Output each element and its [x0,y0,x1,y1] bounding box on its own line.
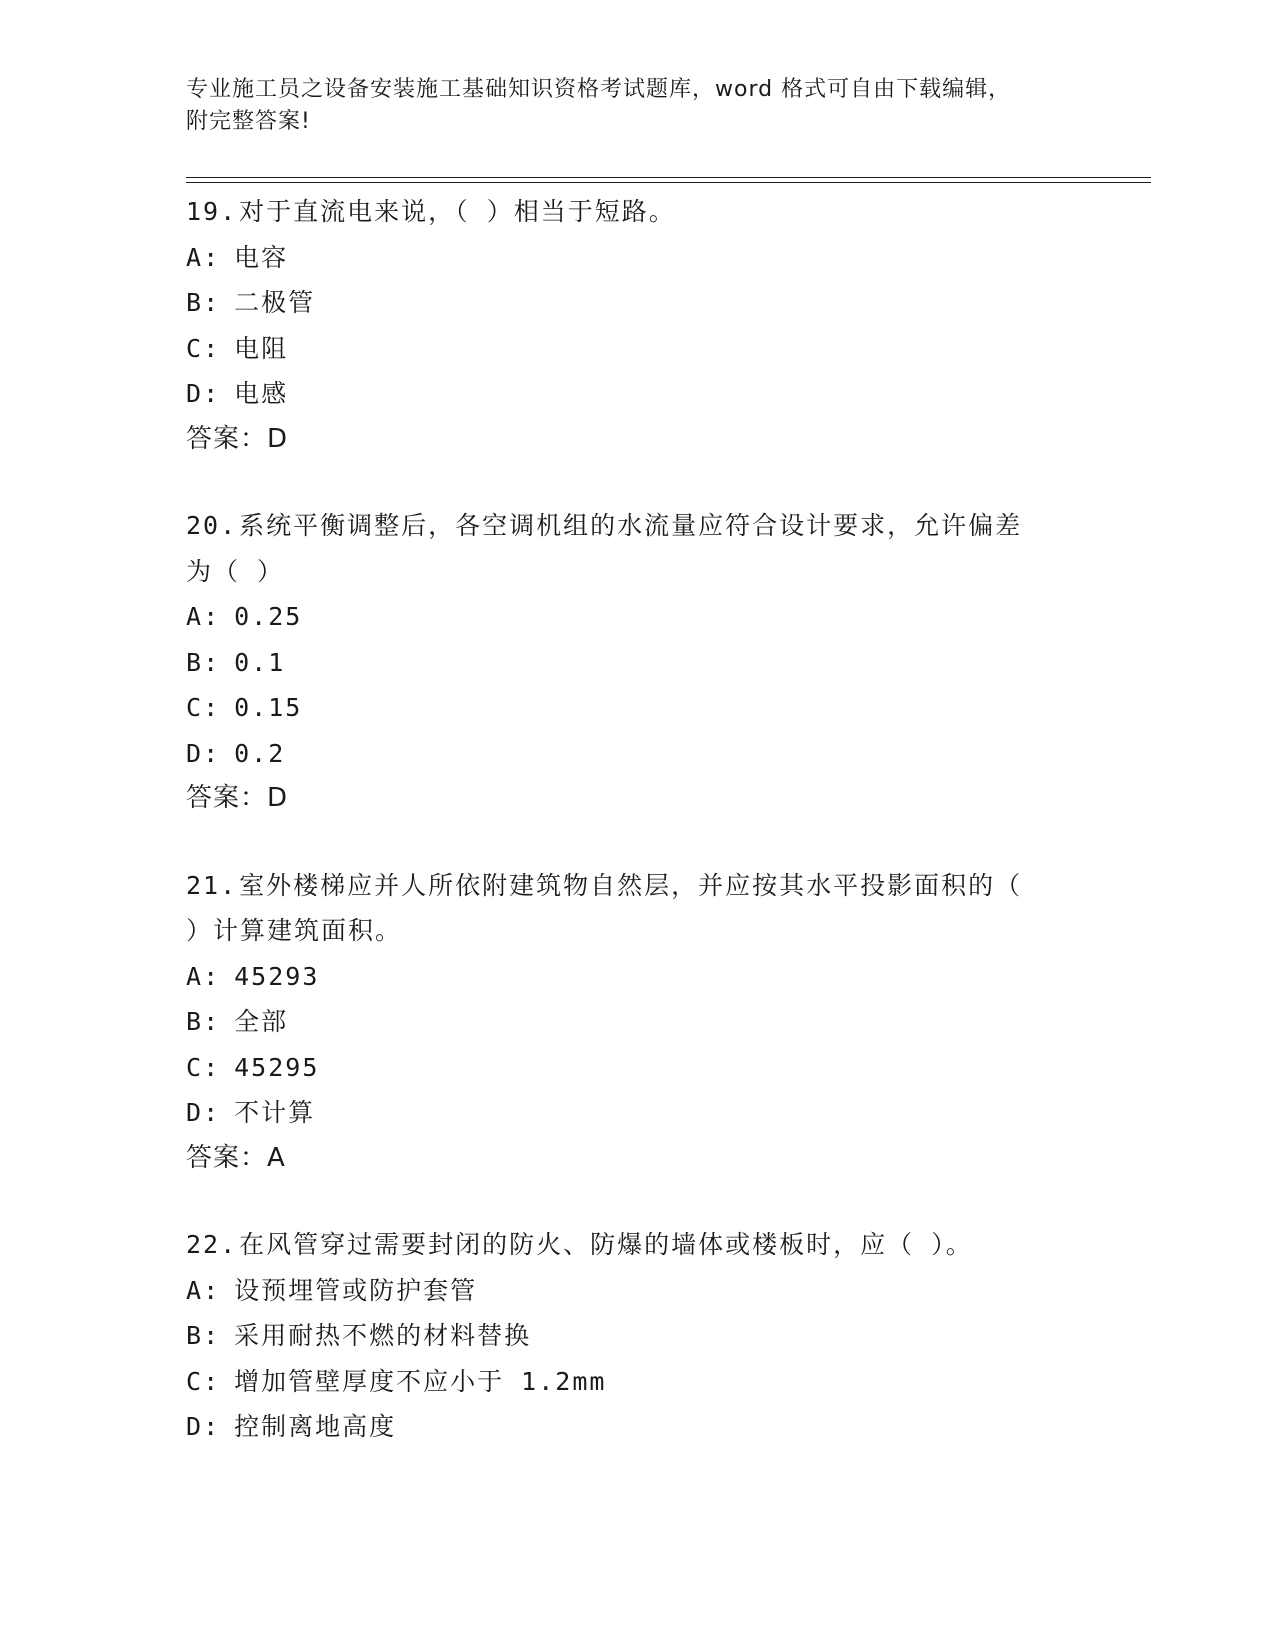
answer-key: 答案：D [186,783,289,813]
answer-key: 答案：A [186,1142,286,1173]
answer-option [186,1359,1086,1405]
answer-option [186,280,1086,326]
option-separator: : [203,1412,221,1441]
option-separator: : [203,1275,221,1305]
option-text: 采用耐热不燃的材料替换 [234,1321,532,1350]
question-item [186,503,1086,822]
option-text: 45295 [234,1052,320,1082]
option-text: 二极管 [234,288,316,317]
question-number: 19. [186,197,238,226]
header-divider-bottom [186,182,1151,183]
option-text: 电阻 [234,333,289,363]
option-separator: : [203,647,221,677]
option-letter: C [186,333,204,363]
option-letter: A [186,961,204,991]
answer-option [186,326,1086,372]
option-separator: : [203,961,221,991]
question-stem-text: 对于直流电来说，（ ）相当于短路。 [239,197,676,226]
option-separator: : [203,738,221,768]
option-letter: B [186,1007,204,1036]
question-stem-line [186,908,1086,954]
question-stem-text: 室外楼梯应并人所依附建筑物自然层，并应按其水平投影面积的（ [239,870,1023,900]
option-letter: C [186,1052,204,1082]
question-stem-text: 在风管穿过需要封闭的防火、防爆的墙体或楼板时，应（ ）。 [239,1230,973,1259]
option-text: 0.15 [234,693,303,722]
option-letter: B [186,647,204,677]
option-text: 0.1 [234,647,286,677]
question-stem-line [186,189,1086,235]
answer-option [186,235,1086,281]
header-line-1: 专业施工员之设备安装施工基础知识资格考试题库，word 格式可自由下载编辑， [186,77,1012,102]
header-divider-top [186,177,1151,178]
answer-key: 答案：D [186,423,289,454]
question-list [186,189,1086,1491]
option-text: 45293 [234,961,320,991]
option-letter: B [186,288,204,317]
question-item [186,189,1086,462]
answer-option [186,954,1086,1000]
answer-option [186,1090,1086,1136]
document-header [186,74,1086,138]
question-stem-line [186,863,1086,909]
question-stem-text: 为（ ） [186,556,285,586]
option-text: 0.25 [234,602,303,631]
option-separator: : [203,1007,221,1036]
option-separator: : [203,1098,221,1127]
option-letter: D [186,1098,204,1127]
answer-option [186,1268,1086,1314]
option-letter: A [186,602,204,631]
option-text: 不计算 [234,1098,316,1127]
option-separator: : [203,242,221,272]
option-letter: B [186,1321,204,1350]
answer-option [186,371,1086,417]
option-separator: : [203,288,221,317]
option-text: 增加管壁厚度不应小于 1.2mm [234,1366,607,1396]
option-letter: D [186,1412,204,1441]
option-separator: : [203,333,221,363]
question-stem-text: ）计算建筑面积。 [186,916,403,945]
option-text: 控制离地高度 [234,1412,397,1441]
question-stem-text: 系统平衡调整后，各空调机组的水流量应符合设计要求，允许偏差 [239,511,1023,540]
option-letter: D [186,379,204,408]
option-separator: : [203,693,221,722]
option-separator: : [203,379,221,408]
question-item [186,863,1086,1182]
answer-option [186,1313,1086,1359]
question-item [186,1222,1086,1450]
option-letter: C [186,693,204,722]
option-separator: : [203,602,221,631]
answer-option [186,999,1086,1045]
question-stem-line [186,549,1086,595]
question-stem-line [186,503,1086,549]
option-letter: C [186,1366,204,1396]
option-text: 电容 [234,242,289,272]
option-text: 电感 [234,379,289,408]
header-line-2: 附完整答案! [186,109,311,134]
question-number: 22. [186,1230,238,1259]
option-separator: : [203,1321,221,1350]
option-separator: : [203,1366,221,1396]
option-letter: D [186,738,204,768]
answer-option [186,594,1086,640]
option-letter: A [186,1275,204,1305]
option-letter: A [186,242,204,272]
answer-option [186,640,1086,686]
option-text: 0.2 [234,738,286,768]
question-number: 20. [186,511,238,540]
option-text: 全部 [234,1007,289,1036]
option-separator: : [203,1052,221,1082]
question-stem-line [186,1222,1086,1268]
question-number: 21. [186,870,238,900]
answer-option [186,685,1086,731]
answer-option [186,731,1086,777]
answer-option [186,1045,1086,1091]
answer-option [186,1404,1086,1450]
option-text: 设预埋管或防护套管 [234,1275,478,1305]
